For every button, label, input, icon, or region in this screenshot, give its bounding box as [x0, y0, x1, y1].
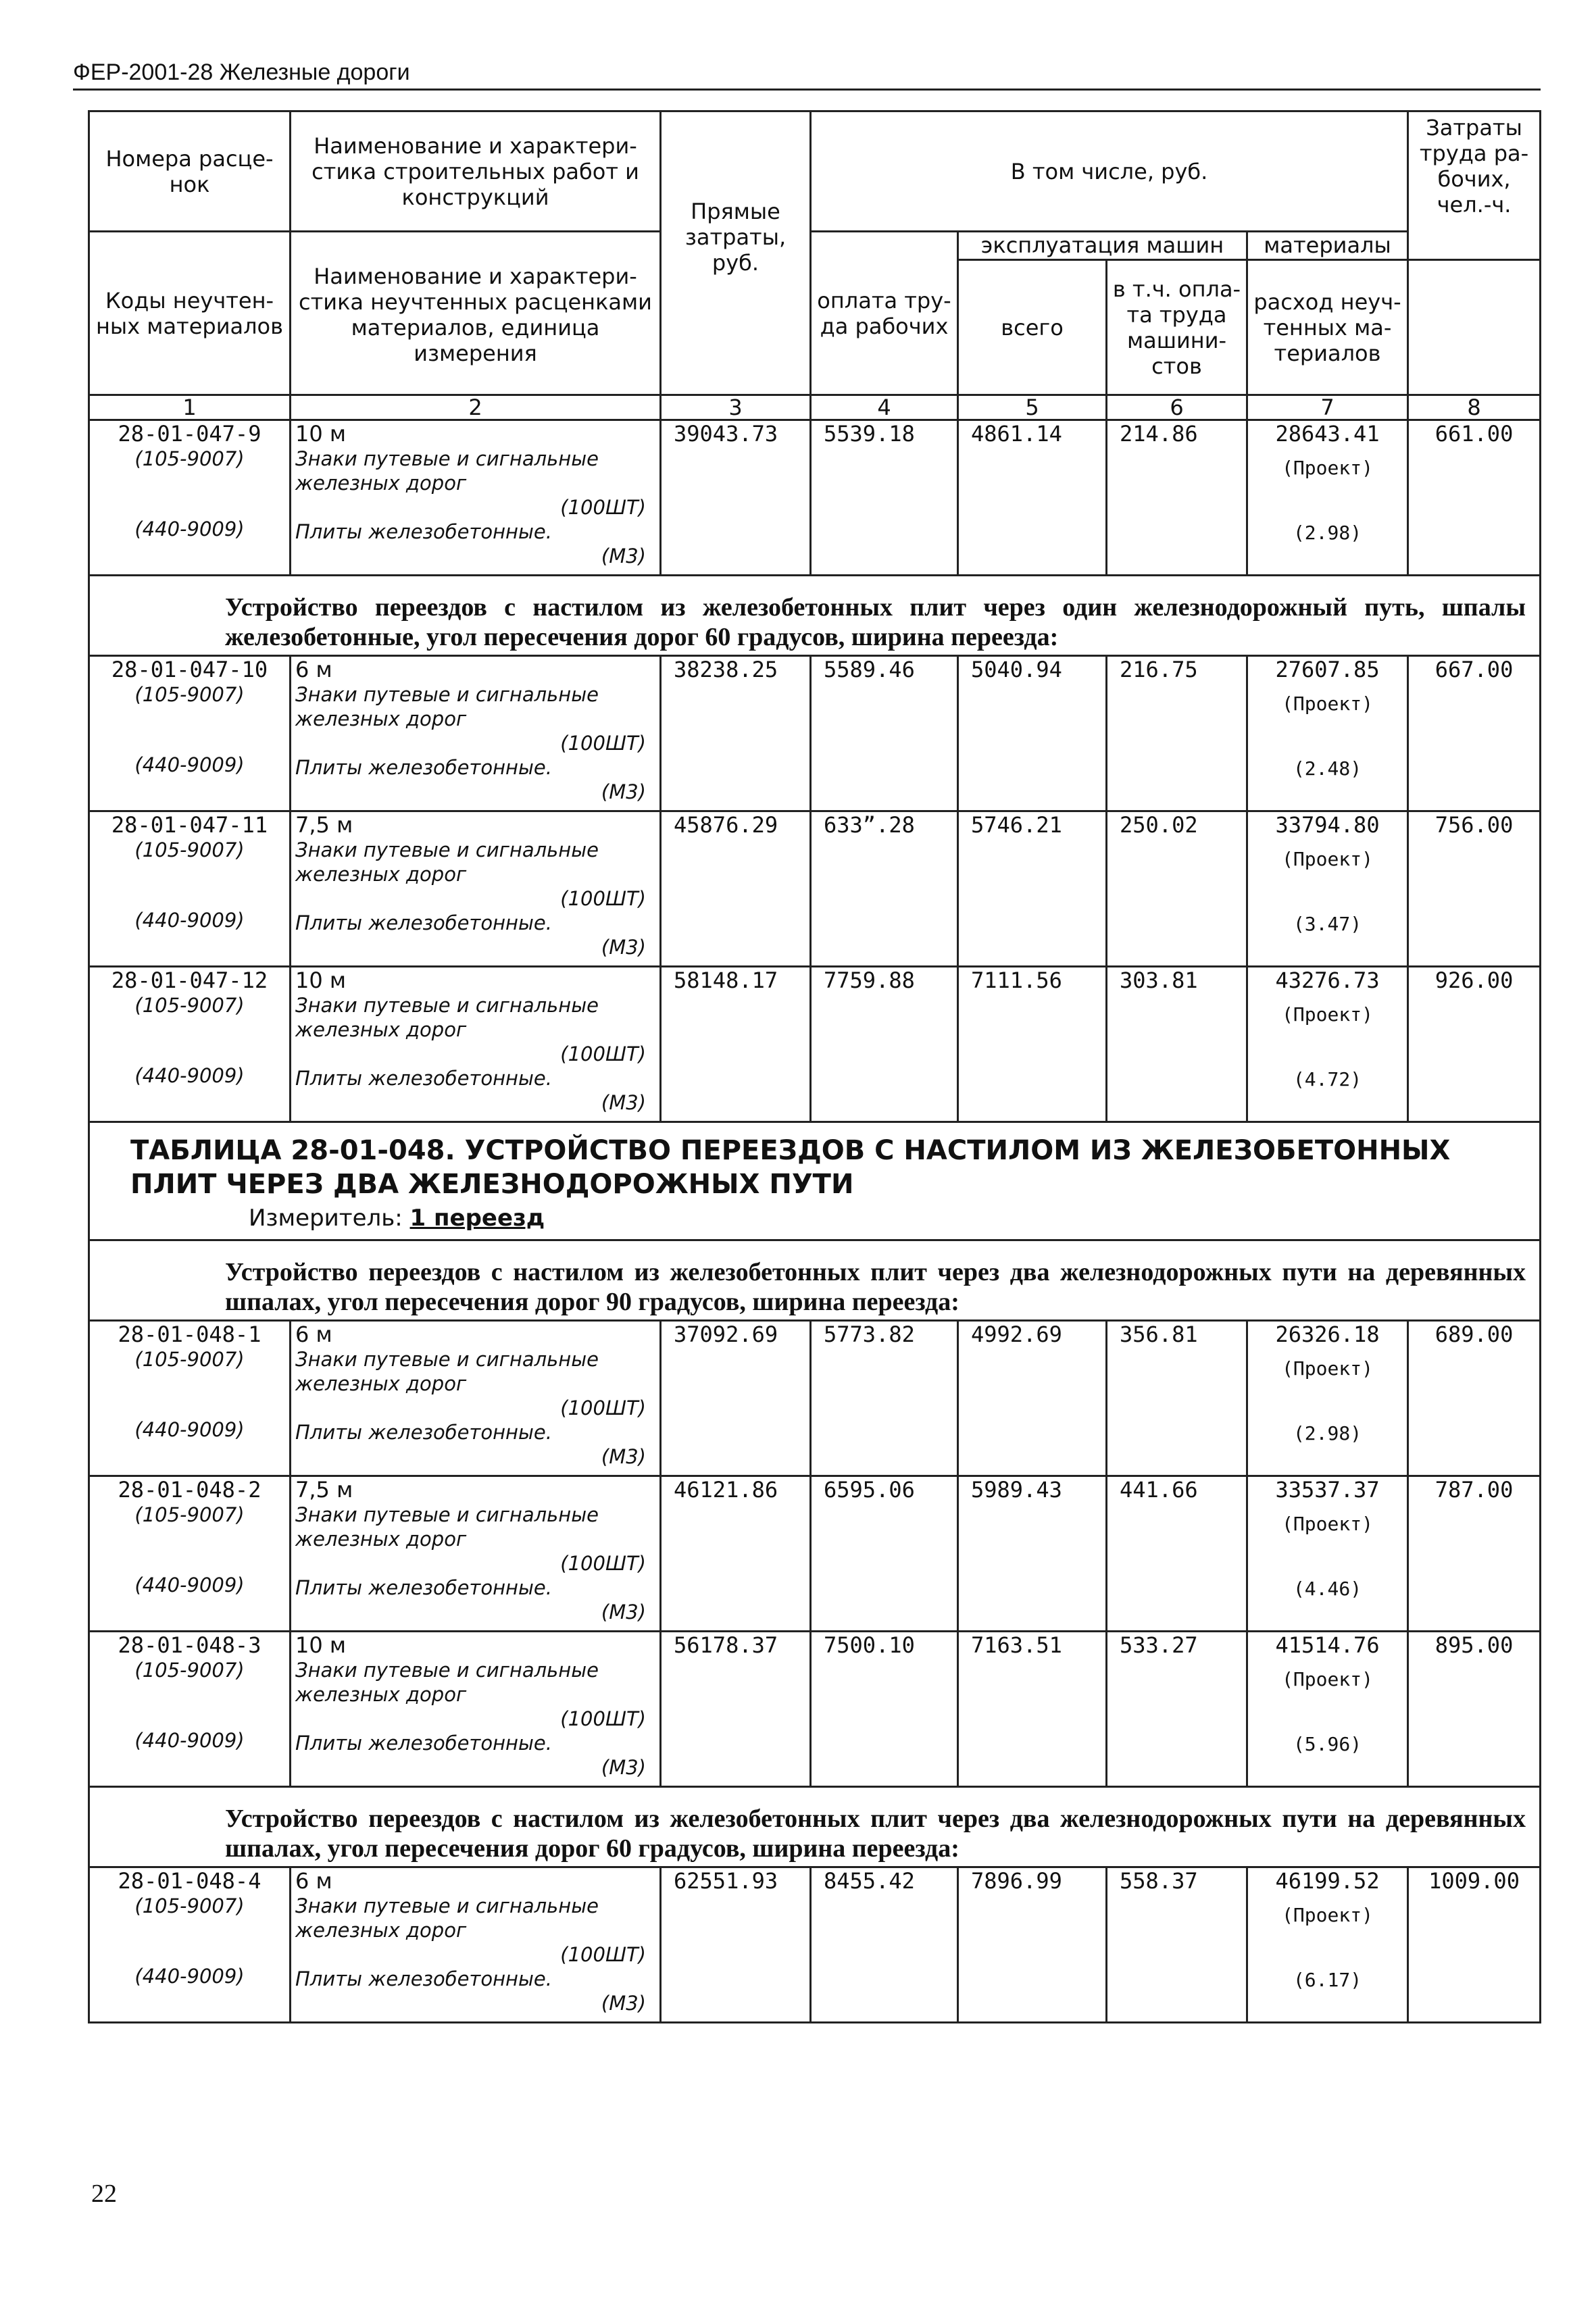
- value-labor: 689.00: [1408, 1321, 1541, 1476]
- value-materials: 43276.73: [1275, 967, 1380, 993]
- material-name: Знаки путевые и сигнальные железных дорог: [295, 994, 599, 1041]
- col-direct-costs: [661, 111, 811, 395]
- value-driver: 214.86: [1107, 420, 1247, 576]
- value-total: 5746.21: [958, 811, 1107, 967]
- value-materials: 27607.85: [1275, 657, 1380, 682]
- col-machines: эксплуатация машин: [958, 232, 1247, 260]
- col-number: 1: [89, 395, 291, 420]
- rate-code: 28-01-048-2: [118, 1477, 261, 1503]
- material-usage: (5.96): [1293, 1733, 1362, 1755]
- materials-cell: [1247, 1476, 1408, 1632]
- rate-row: [89, 656, 1541, 811]
- material-code: (440-9009): [134, 1418, 245, 1441]
- rate-name-cell: [291, 1867, 661, 2023]
- material-unit: (100ШТ): [560, 1042, 646, 1065]
- spacer: [94, 1682, 285, 1728]
- crossing-width: 6 м: [295, 1322, 332, 1347]
- crossing-width: 10 м: [295, 1632, 347, 1658]
- col-materials: материалы: [1247, 232, 1408, 260]
- col-number: 3: [661, 395, 811, 420]
- col-total: всего: [958, 260, 1107, 395]
- material-code: (105-9007): [134, 1894, 245, 1917]
- col-driver-pay: в т.ч. опла-та труда машини-стов: [1107, 260, 1247, 395]
- rate-code: 28-01-048-4: [118, 1868, 261, 1894]
- value-direct: 62551.93: [661, 1867, 811, 2023]
- col-number: 7: [1247, 395, 1408, 420]
- project-note: (Проект): [1282, 1668, 1373, 1690]
- table-title-cell: [89, 1122, 1541, 1240]
- project-note: (Проект): [1282, 457, 1373, 479]
- material-name: Плиты железобетонные.: [295, 1732, 552, 1755]
- value-materials: 33794.80: [1275, 812, 1380, 838]
- material-code: (105-9007): [134, 1348, 245, 1371]
- rate-row: [89, 967, 1541, 1122]
- material-unit: (М3): [601, 780, 646, 803]
- rate-code-cell: [89, 1632, 291, 1787]
- material-name: Плиты железобетонные.: [295, 1421, 552, 1444]
- value-total: 5989.43: [958, 1476, 1107, 1632]
- value-driver: 533.27: [1107, 1632, 1247, 1787]
- rate-name-cell: [291, 656, 661, 811]
- value-labor: 895.00: [1408, 1632, 1541, 1787]
- value-direct: 39043.73: [661, 420, 811, 576]
- col-material-name: Наименование и характери-стика неучтенных расценками материалов, единица измерения: [291, 232, 661, 395]
- project-note: (Проект): [1282, 693, 1373, 715]
- rate-row: [89, 420, 1541, 576]
- material-unit: (М3): [601, 1601, 646, 1624]
- value-driver: 558.37: [1107, 1867, 1247, 2023]
- spacer: [94, 1017, 285, 1063]
- value-total: 7896.99: [958, 1867, 1107, 2023]
- col-number: 2: [291, 395, 661, 420]
- value-driver: 303.81: [1107, 967, 1247, 1122]
- col-number: 6: [1107, 395, 1247, 420]
- materials-cell: [1247, 1321, 1408, 1476]
- value-pay: 5539.18: [811, 420, 958, 576]
- rate-code-cell: [89, 1321, 291, 1476]
- spacer: [94, 1527, 285, 1573]
- section-heading: Устройство переездов с настилом из железобетонных плит через два железнодорожных пути на деревянных шпалах, угол пересечения дорог 60 градусов, ширина переезда:: [89, 1787, 1541, 1867]
- material-name: Знаки путевые и сигнальные железных дорог: [295, 838, 599, 886]
- crossing-width: 10 м: [295, 967, 347, 993]
- col-including: В том числе, руб.: [811, 111, 1408, 232]
- material-code: (440-9009): [134, 753, 245, 776]
- material-code: (440-9009): [134, 1965, 245, 1988]
- rate-name-cell: [291, 1321, 661, 1476]
- col-material-codes: Коды неучтен-ных материалов: [89, 232, 291, 395]
- material-name: Плиты железобетонные.: [295, 1967, 552, 1990]
- material-code: (105-9007): [134, 447, 245, 470]
- rate-name-cell: [291, 811, 661, 967]
- material-unit: (100ШТ): [560, 1397, 646, 1419]
- value-materials: 41514.76: [1275, 1632, 1380, 1658]
- materials-cell: [1247, 1867, 1408, 2023]
- value-labor: 787.00: [1408, 1476, 1541, 1632]
- value-pay: 7500.10: [811, 1632, 958, 1787]
- materials-cell: [1247, 1632, 1408, 1787]
- value-materials: 28643.41: [1275, 421, 1380, 447]
- rate-row: [89, 1632, 1541, 1787]
- value-driver: 250.02: [1107, 811, 1247, 967]
- rate-code: 28-01-048-3: [118, 1632, 261, 1658]
- material-name: Знаки путевые и сигнальные железных дорог: [295, 447, 599, 495]
- materials-cell: [1247, 967, 1408, 1122]
- value-materials: 46199.52: [1275, 1868, 1380, 1894]
- rate-row: [89, 1867, 1541, 2023]
- meter-label: Измеритель:: [249, 1205, 403, 1232]
- material-unit: (100ШТ): [560, 732, 646, 755]
- value-labor: 756.00: [1408, 811, 1541, 967]
- material-name: Плиты железобетонные.: [295, 911, 552, 934]
- material-usage: (4.72): [1293, 1068, 1362, 1090]
- value-direct: 58148.17: [661, 967, 811, 1122]
- value-labor: 661.00: [1408, 420, 1541, 576]
- col-number: 4: [811, 395, 958, 420]
- material-code: (105-9007): [134, 838, 245, 861]
- rate-code-cell: [89, 1476, 291, 1632]
- rate-code: 28-01-047-9: [118, 421, 261, 447]
- meter-line: [130, 1201, 1526, 1235]
- value-total: 4861.14: [958, 420, 1107, 576]
- table-title: ТАБЛИЦА 28-01-048. УСТРОЙСТВО ПЕРЕЕЗДОВ С НАСТИЛОМ ИЗ ЖЕЛЕЗОБЕТОННЫХ ПЛИТ ЧЕРЕЗ ДВА ЖЕЛЕЗНОДОРОЖНЫХ ПУТИ: [130, 1135, 1451, 1200]
- material-unit: (М3): [601, 1992, 646, 2015]
- material-name: Плиты железобетонные.: [295, 1576, 552, 1599]
- value-labor: 1009.00: [1408, 1867, 1541, 2023]
- material-unit: (100ШТ): [560, 1943, 646, 1966]
- material-code: (440-9009): [134, 909, 245, 932]
- material-name: Знаки путевые и сигнальные железных дорог: [295, 1894, 599, 1942]
- col-labor-blank: [1408, 260, 1541, 395]
- spacer: [94, 1918, 285, 1964]
- spacer: [94, 1372, 285, 1417]
- material-name: Знаки путевые и сигнальные железных дорог: [295, 1348, 599, 1395]
- project-note: (Проект): [1282, 1513, 1373, 1535]
- spacer: [94, 471, 285, 517]
- material-usage: (4.46): [1293, 1578, 1362, 1600]
- material-usage: (2.98): [1293, 522, 1362, 544]
- material-code: (105-9007): [134, 994, 245, 1017]
- rate-name-cell: [291, 1632, 661, 1787]
- material-unit: (М3): [601, 1091, 646, 1114]
- material-usage: (2.98): [1293, 1422, 1362, 1444]
- rate-name-cell: [291, 420, 661, 576]
- material-code: (440-9009): [134, 1064, 245, 1087]
- project-note: (Проект): [1282, 848, 1373, 870]
- value-total: 7111.56: [958, 967, 1107, 1122]
- rate-code-cell: [89, 967, 291, 1122]
- rate-code: 28-01-047-11: [111, 812, 268, 838]
- value-total: 4992.69: [958, 1321, 1107, 1476]
- rates-table: [88, 110, 1541, 2023]
- value-pay: 7759.88: [811, 967, 958, 1122]
- col-direct-costs-label: Прямые затраты, руб.: [684, 199, 787, 276]
- material-code: (105-9007): [134, 683, 245, 706]
- material-usage: (6.17): [1293, 1969, 1362, 1991]
- material-code: (440-9009): [134, 518, 245, 540]
- rate-code-cell: [89, 420, 291, 576]
- value-labor: 667.00: [1408, 656, 1541, 811]
- value-pay: 8455.42: [811, 1867, 958, 2023]
- material-name: Плиты железобетонные.: [295, 756, 552, 779]
- spacer: [94, 862, 285, 908]
- rate-row: [89, 811, 1541, 967]
- value-total: 7163.51: [958, 1632, 1107, 1787]
- material-unit: (М3): [601, 1445, 646, 1468]
- project-note: (Проект): [1282, 1003, 1373, 1026]
- material-unit: (М3): [601, 545, 646, 568]
- material-code: (440-9009): [134, 1574, 245, 1596]
- col-worker-pay: оплата тру-да рабочих: [811, 232, 958, 395]
- section-heading: Устройство переездов с настилом из железобетонных плит через один железнодорожный путь, шпалы железобетонные, угол пересечения дорог 60 градусов, ширина переезда:: [89, 576, 1541, 656]
- crossing-width: 7,5 м: [295, 1477, 353, 1503]
- material-unit: (100ШТ): [560, 1707, 646, 1730]
- material-unit: (М3): [601, 1756, 646, 1779]
- col-work-name: Наименование и характери-стика строительных работ и конструкций: [291, 111, 661, 232]
- crossing-width: 7,5 м: [295, 812, 353, 838]
- crossing-width: 10 м: [295, 421, 347, 447]
- section-row: [89, 1787, 1541, 1867]
- material-name: Плиты железобетонные.: [295, 1067, 552, 1090]
- col-labor: Затраты труда ра-бочих, чел.-ч.: [1408, 111, 1541, 260]
- rate-code: 28-01-047-10: [111, 657, 268, 682]
- value-labor: 926.00: [1408, 967, 1541, 1122]
- value-materials: 26326.18: [1275, 1322, 1380, 1347]
- crossing-width: 6 м: [295, 1868, 332, 1894]
- material-code: (440-9009): [134, 1729, 245, 1752]
- col-number: 8: [1408, 395, 1541, 420]
- value-direct: 38238.25: [661, 656, 811, 811]
- value-driver: 356.81: [1107, 1321, 1247, 1476]
- rate-name-cell: [291, 1476, 661, 1632]
- materials-cell: [1247, 656, 1408, 811]
- material-name: Знаки путевые и сигнальные железных дорог: [295, 683, 599, 730]
- material-usage: (2.48): [1293, 757, 1362, 780]
- material-usage: (3.47): [1293, 913, 1362, 935]
- material-unit: (100ШТ): [560, 1552, 646, 1575]
- rate-code-cell: [89, 656, 291, 811]
- value-direct: 37092.69: [661, 1321, 811, 1476]
- material-unit: (100ШТ): [560, 887, 646, 910]
- section-row: [89, 576, 1541, 656]
- col-rate-numbers: Номера расце-нок: [89, 111, 291, 232]
- page-number: 22: [91, 2180, 117, 2208]
- value-direct: 56178.37: [661, 1632, 811, 1787]
- value-pay: 6595.06: [811, 1476, 958, 1632]
- value-pay: 5773.82: [811, 1321, 958, 1476]
- meter-value: 1 переезд: [409, 1205, 545, 1232]
- value-driver: 441.66: [1107, 1476, 1247, 1632]
- material-code: (105-9007): [134, 1503, 245, 1526]
- material-code: (105-9007): [134, 1659, 245, 1682]
- material-name: Плиты железобетонные.: [295, 520, 552, 543]
- value-total: 5040.94: [958, 656, 1107, 811]
- page-header: ФЕР-2001-28 Железные дороги: [73, 59, 1541, 91]
- value-driver: 216.75: [1107, 656, 1247, 811]
- crossing-width: 6 м: [295, 657, 332, 682]
- col-number: 5: [958, 395, 1107, 420]
- rate-code: 28-01-048-1: [118, 1322, 261, 1347]
- rate-code-cell: [89, 811, 291, 967]
- value-direct: 46121.86: [661, 1476, 811, 1632]
- material-unit: (М3): [601, 936, 646, 959]
- material-name: Знаки путевые и сигнальные железных дорог: [295, 1659, 599, 1706]
- col-material-usage: расход неуч-тенных ма-териалов: [1247, 260, 1408, 395]
- value-pay: 633”.28: [811, 811, 958, 967]
- materials-cell: [1247, 420, 1408, 576]
- section-heading: Устройство переездов с настилом из железобетонных плит через два железнодорожных пути на деревянных шпалах, угол пересечения дорог 90 градусов, ширина переезда:: [89, 1240, 1541, 1321]
- table-title-row: [89, 1122, 1541, 1240]
- rate-name-cell: [291, 967, 661, 1122]
- material-unit: (100ШТ): [560, 496, 646, 519]
- project-note: (Проект): [1282, 1904, 1373, 1926]
- rate-row: [89, 1321, 1541, 1476]
- value-direct: 45876.29: [661, 811, 811, 967]
- section-row: [89, 1240, 1541, 1321]
- project-note: (Проект): [1282, 1357, 1373, 1380]
- value-pay: 5589.46: [811, 656, 958, 811]
- value-materials: 33537.37: [1275, 1477, 1380, 1503]
- material-name: Знаки путевые и сигнальные железных дорог: [295, 1503, 599, 1551]
- rate-code-cell: [89, 1867, 291, 2023]
- rate-row: [89, 1476, 1541, 1632]
- rate-code: 28-01-047-12: [111, 967, 268, 993]
- materials-cell: [1247, 811, 1408, 967]
- spacer: [94, 707, 285, 753]
